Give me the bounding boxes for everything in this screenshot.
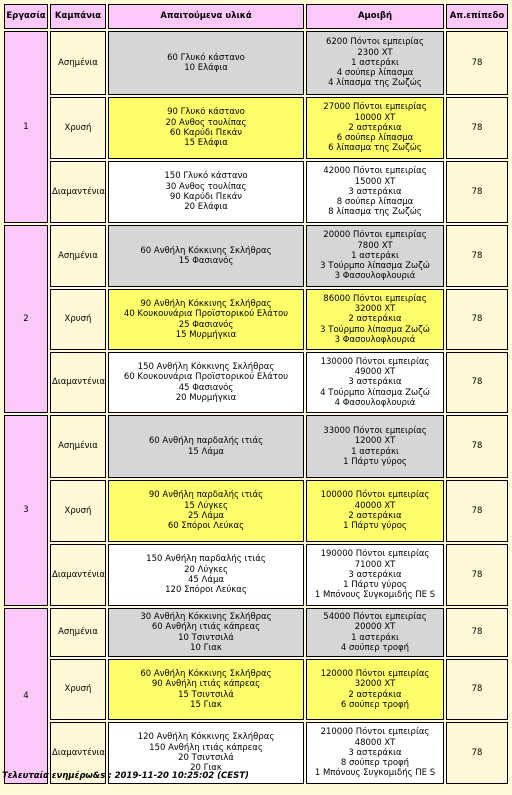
reward-line: 2 αστεράκια — [348, 511, 402, 521]
reward-cell — [306, 352, 444, 413]
reward-line: 100000 Πόντοι εμπειρίας — [320, 490, 430, 501]
reward-line: 71000 XT — [354, 559, 396, 570]
material-line: 60 Σπόροι Λεύκας — [167, 521, 245, 532]
table-row — [4, 97, 508, 159]
material-line: 120 Σπόροι Λεύκας — [165, 585, 247, 596]
level-cell: 78 — [446, 225, 508, 287]
reward-cell — [306, 31, 444, 95]
material-line: 10 Τσιντσιλά — [178, 632, 234, 643]
materials-cell — [108, 161, 304, 223]
materials-cell — [108, 480, 304, 542]
reward-line: 15000 XT — [354, 176, 396, 187]
material-line: 90 Γλυκό κάστανο — [167, 107, 245, 118]
reward-cell — [306, 161, 444, 223]
campaign-cell: Ασημένια — [50, 415, 106, 478]
reward-line: 4 Φασουλοφλουριά — [334, 397, 416, 408]
material-line: 60 Ανθήλη ιτιάς κάπρεας — [151, 622, 261, 633]
header-campaign: Καμπάνια — [50, 4, 106, 29]
material-line: 60 Ανθήλη Κόκκινης Σκλήθρας — [140, 245, 272, 256]
materials-cell — [108, 608, 304, 657]
reward-line: 6200 Πόντοι εμπειρίας — [325, 37, 425, 48]
reward-line: 1 αστεράκι — [351, 57, 399, 68]
header-row — [4, 4, 508, 29]
reward-line: 3 Τούρμπο λίπασμα Ζωζώ — [320, 324, 430, 335]
campaign-cell: Χρυσή — [50, 480, 106, 542]
reward-line: 10000 XT — [354, 112, 396, 123]
material-line: 90 Καρύδι Πεκάν — [169, 192, 243, 202]
material-line: 45 Λάμα — [188, 575, 224, 585]
materials-cell — [108, 544, 304, 606]
level-cell: 78 — [446, 97, 508, 159]
table-row — [4, 225, 508, 287]
materials-cell — [108, 415, 304, 478]
reward-line: 1 αστεράκι — [351, 632, 399, 643]
material-line: 120 Ανθήλη Κόκκινης Σκλήθρας — [137, 732, 275, 743]
reward-line: 1 Πάρτυ γύρος — [343, 456, 407, 467]
reward-line: 130000 Πόντοι εμπειρίας — [320, 356, 430, 367]
reward-cell — [306, 659, 444, 720]
material-line: 25 Φασιανός — [178, 319, 234, 330]
reward-line: 6 σούπερ τροφή — [340, 699, 410, 710]
task-number: 4 — [4, 608, 48, 784]
level-cell: 78 — [446, 544, 508, 606]
material-line: 20 Μυρμήγκια — [175, 392, 237, 403]
material-line: 60 Ανθήλη Κόκκινης Σκλήθρας — [140, 668, 272, 679]
campaign-cell: Ασημένια — [50, 608, 106, 657]
table-row — [4, 659, 508, 720]
material-line: 15 Μυρμήγκια — [175, 329, 237, 340]
reward-cell — [306, 608, 444, 657]
header-materials: Απαιτούμενα υλικά — [108, 4, 304, 29]
materials-cell — [108, 31, 304, 95]
level-cell: 78 — [446, 289, 508, 350]
materials-cell — [108, 352, 304, 413]
reward-line: 2 αστεράκια — [348, 122, 402, 133]
reward-line: 32000 XT — [354, 304, 396, 315]
reward-line: 1 αστεράκι — [351, 446, 399, 457]
reward-line: 210000 Πόντοι εμπειρίας — [320, 727, 430, 738]
campaign-cell: Διαμαντένια — [50, 544, 106, 606]
reward-line: 3 αστεράκια — [348, 747, 402, 758]
header-level: Απ.επίπεδο — [446, 4, 508, 29]
material-line: 60 Ανθήλη παρδαλής ιτιάς — [148, 436, 264, 447]
reward-cell — [306, 97, 444, 159]
table-row — [4, 31, 508, 95]
reward-line: 40000 XT — [354, 500, 396, 511]
campaign-cell: Ασημένια — [50, 225, 106, 287]
table-row — [4, 289, 508, 350]
material-line: 45 Φασιανός — [178, 382, 234, 393]
material-line: 20 Ελάφια — [184, 202, 228, 213]
material-line: 60 Κουκουνάρια Προϊστορικού Ελάτου — [123, 372, 289, 383]
reward-line: 8 σούπερ λίπασμα — [336, 197, 414, 208]
reward-line: 3 Φασουλοφλουριά — [334, 334, 416, 345]
task-number: 3 — [4, 415, 48, 606]
table-row — [4, 161, 508, 223]
reward-line: 7800 XT — [357, 240, 393, 251]
reward-cell — [306, 415, 444, 478]
reward-line: 6 σούπερ λίπασμα — [336, 133, 414, 144]
task-number: 2 — [4, 225, 48, 413]
reward-cell — [306, 480, 444, 542]
campaign-cell: Ασημένια — [50, 31, 106, 95]
table-row — [4, 608, 508, 657]
reward-cell — [306, 225, 444, 287]
campaign-cell: Χρυσή — [50, 289, 106, 350]
reward-line: 49000 XT — [354, 367, 396, 378]
material-line: 40 Κουκουνάρια Προϊστορικού Ελάτου — [123, 309, 289, 320]
reward-line: 1 αστεράκι — [351, 250, 399, 261]
task-number: 1 — [4, 31, 48, 223]
material-line: 15 Λάμα — [188, 446, 224, 457]
reward-line: 20000 Πόντοι εμπειρίας — [323, 230, 427, 241]
material-line: 15 Τσιντσιλά — [178, 689, 234, 700]
level-cell: 78 — [446, 722, 508, 784]
reward-line: 3 αστεράκια — [348, 186, 402, 197]
level-cell: 78 — [446, 659, 508, 720]
material-line: 20 Γιακ — [190, 763, 222, 774]
reward-line: 2 αστεράκια — [348, 314, 402, 325]
reward-line: 2300 XT — [357, 47, 393, 58]
material-line: 150 Γλυκό κάστανο — [164, 171, 248, 182]
material-line: 150 Ανθήλη Κόκκινης Σκλήθρας — [137, 361, 275, 372]
material-line: 90 Ανθήλη Κόκκινης Σκλήθρας — [140, 298, 272, 309]
materials-cell — [108, 289, 304, 350]
reward-line: 27000 Πόντοι εμπειρίας — [323, 102, 427, 113]
material-line: 20 Τσιντσιλά — [178, 753, 234, 763]
reward-line: 3 Τούρμπο λίπασμα Ζωζώ — [320, 261, 430, 272]
material-line: 15 Γιακ — [190, 699, 222, 710]
material-line: 150 Ανθήλη ιτιάς κάπρεας — [149, 742, 263, 753]
level-cell: 78 — [446, 352, 508, 413]
header-reward: Αμοιβή — [306, 4, 444, 29]
level-cell: 78 — [446, 480, 508, 542]
table-row — [4, 352, 508, 413]
campaign-cell: Χρυσή — [50, 97, 106, 159]
reward-line: 2 αστεράκια — [348, 689, 402, 700]
material-line: 60 Γλυκό κάστανο — [167, 52, 245, 63]
reward-line: 1 Μπόνους Συγκομιδής ΠΕ S — [314, 590, 436, 601]
reward-line: 6 λίπασμα της Ζωζώς — [328, 143, 422, 154]
materials-cell — [108, 659, 304, 720]
material-line: 10 Ελάφια — [184, 63, 228, 73]
campaign-cell: Διαμαντένια — [50, 722, 106, 784]
reward-line: 32000 XT — [354, 679, 396, 690]
reward-line: 3 Φασουλοφλουριά — [334, 271, 416, 282]
material-line: 30 Ανθος τουλίπας — [165, 181, 247, 192]
reward-line: 48000 XT — [354, 737, 396, 748]
reward-line: 33000 Πόντοι εμπειρίας — [323, 425, 427, 436]
campaign-cell: Διαμαντένια — [50, 352, 106, 413]
level-cell: 78 — [446, 608, 508, 657]
reward-line: 1 Πάρτυ γύρος — [343, 580, 407, 591]
materials-cell — [108, 97, 304, 159]
material-line: 15 Φασιανός — [178, 256, 234, 266]
campaign-cell: Χρυσή — [50, 659, 106, 720]
table-row — [4, 480, 508, 542]
material-line: 20 Λύγκες — [184, 564, 228, 575]
tasks-table — [2, 2, 510, 786]
reward-cell — [306, 722, 444, 784]
material-line: 20 Ανθος τουλίπας — [165, 117, 247, 128]
reward-line: 1 Πάρτυ γύρος — [343, 521, 407, 532]
reward-line: 8 λίπασμα της Ζωζώς — [328, 207, 422, 218]
reward-line: 8 σούπερ τροφή — [340, 758, 410, 769]
material-line: 15 Ελάφια — [184, 138, 228, 149]
header-task: Εργασία — [4, 4, 48, 29]
campaign-cell: Διαμαντένια — [50, 161, 106, 223]
table-row — [4, 415, 508, 478]
reward-line: 86000 Πόντοι εμπειρίας — [323, 293, 427, 304]
last-updated-footer: Τελευταία ενημέρω&s : 2019-11-20 10:25:02 (CEST) — [2, 771, 249, 781]
material-line: 30 Ανθήλη Κόκκινης Σκλήθρας — [140, 611, 272, 622]
material-line: 10 Γιακ — [190, 642, 222, 653]
reward-cell — [306, 289, 444, 350]
reward-line: 120000 Πόντοι εμπειρίας — [320, 668, 430, 679]
material-line: 90 Ανθήλη ιτιάς κάπρεας — [151, 679, 261, 690]
materials-cell — [108, 225, 304, 287]
reward-line: 4 σούπερ τροφή — [340, 642, 410, 653]
table-row — [4, 544, 508, 606]
reward-line: 1 Μπόνους Συγκομιδής ΠΕ S — [314, 768, 436, 779]
reward-line: 3 αστεράκια — [348, 377, 402, 388]
material-line: 150 Ανθήλη παρδαλής ιτιάς — [146, 554, 266, 565]
material-line: 90 Ανθήλη παρδαλής ιτιάς — [148, 490, 264, 501]
level-cell: 78 — [446, 415, 508, 478]
material-line: 15 Λύγκες — [184, 500, 228, 511]
reward-line: 20000 XT — [354, 622, 396, 633]
material-line: 60 Καρύδι Πεκάν — [169, 128, 243, 138]
reward-line: 54000 Πόντοι εμπειρίας — [323, 611, 427, 622]
level-cell: 78 — [446, 161, 508, 223]
reward-line: 190000 Πόντοι εμπειρίας — [320, 549, 430, 560]
table-body — [4, 31, 508, 784]
reward-line: 12000 XT — [354, 436, 396, 447]
material-line: 25 Λάμα — [188, 511, 224, 521]
reward-line: 3 αστεράκια — [348, 569, 402, 580]
reward-line: 4 Τούρμπο λίπασμα Ζωζώ — [320, 387, 430, 398]
level-cell: 78 — [446, 31, 508, 95]
reward-line: 4 σούπερ λίπασμα — [336, 68, 414, 79]
reward-line: 4 λίπασμα της Ζωζώς — [328, 78, 422, 89]
reward-line: 42000 Πόντοι εμπειρίας — [323, 166, 427, 177]
reward-cell — [306, 544, 444, 606]
